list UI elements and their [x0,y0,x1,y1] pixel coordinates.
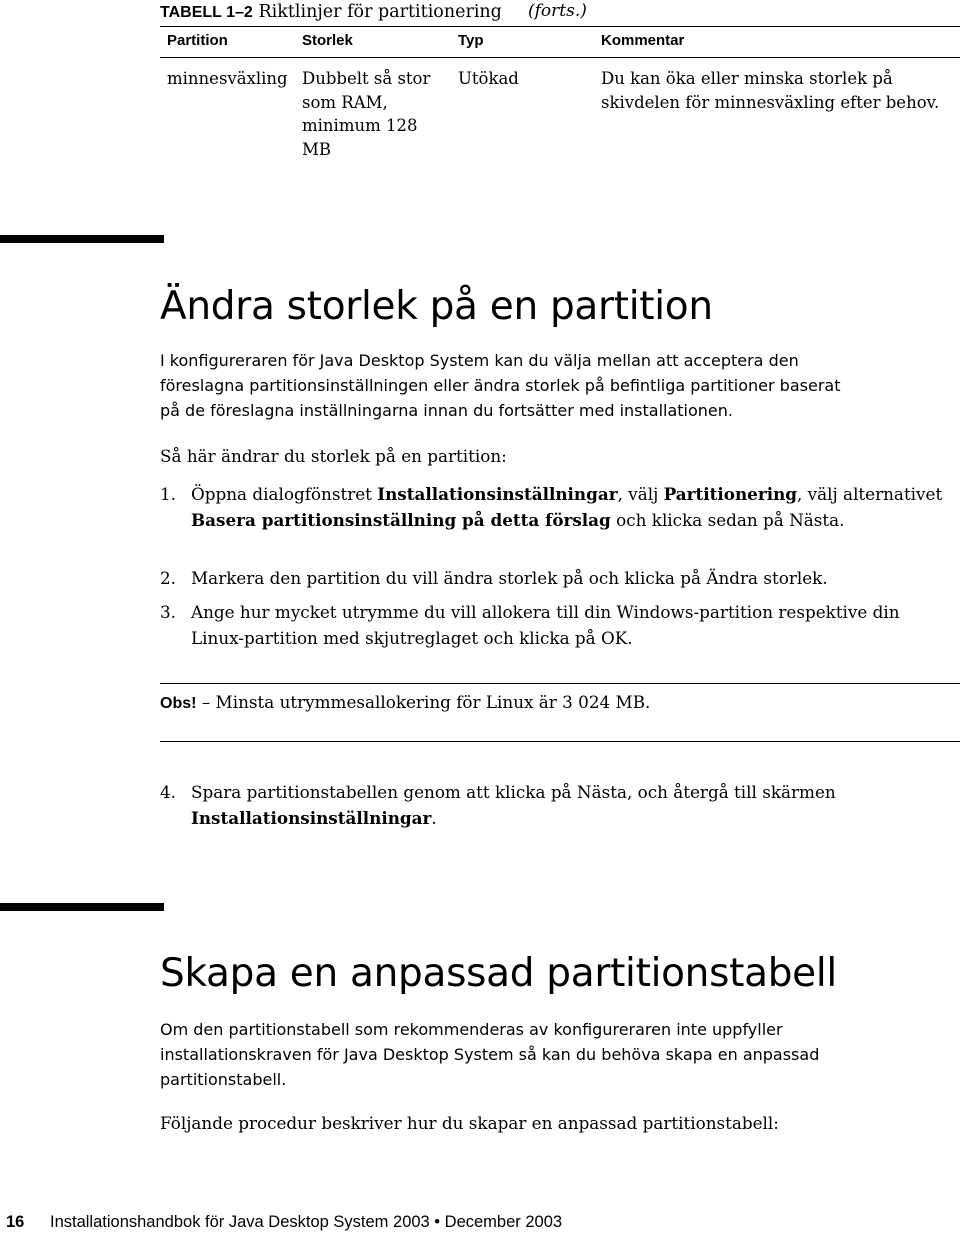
step-number: 1. [160,484,177,504]
section-heading-custom-table: Skapa en anpassad partitionstabell [160,951,837,996]
procedure-step-1 [160,481,950,533]
step-number: 3. [160,602,177,622]
step-number: 2. [160,568,177,588]
note-label: Obs! [160,695,197,712]
table-header-partition: Partition [167,32,228,49]
step-text: Spara partitionstabellen genom att klicka på Nästa, och återgå till skärmen Installationsinställningar. [191,782,836,828]
table-caption-title: Riktlinjer för partitionering [258,2,502,22]
table-cell-size-line: som RAM, [302,92,388,112]
intro-line: Om den partitionstabell som rekommenderas av konfigureraren inte uppfyller [160,1020,783,1039]
section-bar [0,903,164,911]
table-header-comment: Kommentar [601,32,685,49]
note-dash: – [196,692,216,712]
section-intro-custom-table [160,1017,950,1092]
intro-line: I konfigureraren för Java Desktop System kan du välja mellan att acceptera den [160,351,799,370]
intro-line: föreslagna partitionsinställningen eller ändra storlek på befintliga partitioner baserat [160,376,841,395]
procedure-lead-resize: Så här ändrar du storlek på en partition: [160,446,507,466]
procedure-step-3 [160,599,950,651]
dialog-name-installation-settings: Installationsinställningar [377,484,618,504]
table-caption [160,1,587,22]
table-header-size: Storlek [302,32,353,49]
section-heading-resize: Ändra storlek på en partition [160,284,713,329]
step-text: Ange hur mycket utrymme du vill allokera till din Windows-partition respektive din Linux-partition med skjutreglaget och klicka på OK. [191,602,900,648]
screen-name-installation-settings: Installationsinställningar [191,808,432,828]
table-cell-comment-line: Du kan öka eller minska storlek på [601,69,893,88]
section-intro-resize [160,348,950,423]
table-header-rule [160,57,960,58]
table-cell-comment [601,67,939,114]
note-top-rule [160,683,960,684]
table-header-type: Typ [458,32,484,49]
option-partitioning: Partitionering [663,484,797,504]
option-base-partition-setting: Basera partitionsinställning på detta förslag [191,510,611,530]
note [160,692,650,713]
step-text: Öppna dialogfönstret Installationsinställningar, välj Partitionering, välj alternativet Basera partitionsinställning på detta förslag och klicka sedan på Nästa. [191,484,943,530]
table-caption-label: TABELL 1–2 [160,4,253,21]
table-cell-size-line: Dubbelt så stor [302,69,431,88]
note-text: Minsta utrymmesallokering för Linux är 3 024 MB. [215,692,651,712]
table-cell-size-line: MB [302,139,332,159]
footer-text: Installationshandbok för Java Desktop System 2003 • December 2003 [50,1213,563,1231]
table-cell-size [302,67,430,161]
table-cell-size-line: minimum 128 [302,116,418,135]
intro-line: installationskraven för Java Desktop System så kan du behöva skapa en anpassad [160,1045,820,1064]
intro-line: partitionstabell. [160,1070,287,1089]
intro-line: på de föreslagna inställningarna innan du fortsätter med installationen. [160,401,733,420]
table-cell-partition: minnesväxling [167,69,288,88]
table-cell-type: Utökad [458,69,519,88]
note-bottom-rule [160,741,960,742]
procedure-lead-custom-table: Följande procedur beskriver hur du skapar en anpassad partitionstabell: [160,1113,779,1133]
table-top-rule [160,26,960,27]
table-cell-comment-line: skivdelen för minnesväxling efter behov. [601,92,940,112]
step-number: 4. [160,782,177,802]
step-text: Markera den partition du vill ändra storlek på och klicka på Ändra storlek. [191,568,828,588]
table-caption-continued: (forts.) [528,1,587,21]
procedure-step-4 [160,779,950,831]
section-bar [0,235,164,243]
page-number: 16 [6,1213,25,1231]
procedure-step-2 [160,565,950,591]
